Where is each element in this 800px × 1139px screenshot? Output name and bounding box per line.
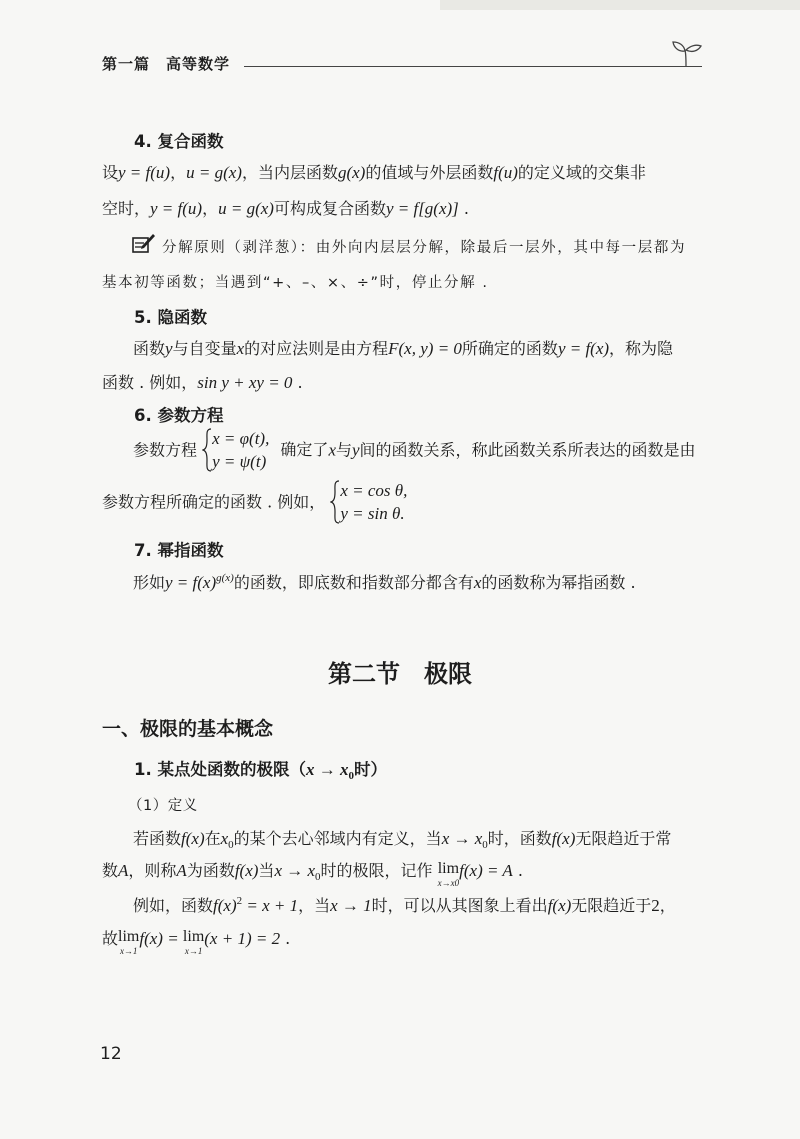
math: g(x) [337, 163, 366, 182]
para-parametric-line1 [133, 428, 696, 474]
math: (x + 1) = 2 [204, 929, 281, 948]
text: ，当 [298, 896, 331, 915]
text: 函数 . 例如， [102, 373, 198, 392]
math: y = f(u) [150, 199, 203, 218]
math: A [176, 861, 187, 880]
left-brace [202, 428, 212, 472]
heading-power-exponential: 7. 幂指函数 [134, 541, 224, 560]
math: u = g(x) [186, 163, 242, 182]
lim-text: lim [182, 928, 205, 945]
text: 可构成复合函数 [273, 199, 386, 218]
text: 时） [354, 760, 387, 779]
math-subscript: 0 [482, 839, 488, 851]
text: 在 [204, 829, 221, 848]
math: x = cos θ, [340, 481, 408, 500]
para-definition-line2 [102, 858, 523, 888]
tip-line1: 分解原则（剥洋葱）：由外向内层层分解，除最后一层外，其中每一层都为 [162, 240, 687, 256]
para-power-exponential [133, 570, 636, 593]
text: 若函数 [133, 829, 182, 848]
math: x → x [441, 829, 483, 848]
header-text: 第一篇 高等数学 [102, 54, 231, 73]
math-subscript: 0 [315, 871, 321, 883]
text: 例如，函数 [133, 896, 214, 915]
heading-limit-at-point [134, 756, 387, 782]
text: 的函数称为幂指函数 . [481, 573, 636, 592]
lim-text: lim [118, 928, 140, 945]
section-title: 第二节 极限 [328, 660, 472, 688]
left-brace [330, 480, 340, 524]
equation-system [330, 480, 407, 526]
equation-system [202, 428, 269, 474]
text: 形如 [133, 573, 166, 592]
text: 时，可以从其图象上看出 [371, 896, 548, 915]
text: 函数 [133, 339, 166, 358]
text: 为函数 [186, 861, 235, 880]
heading-composite-function: 4. 复合函数 [134, 132, 224, 151]
text: 时，函数 [487, 829, 552, 848]
heading-parametric-equation: 6. 参数方程 [134, 406, 224, 425]
math: f(x) [551, 829, 576, 848]
math: y = f(x) [557, 339, 610, 358]
heading-limit-concepts: 一、极限的基本概念 [102, 718, 274, 740]
para-example-line1 [133, 893, 676, 916]
text: ，当内层函数 [241, 163, 338, 182]
math: u = g(x) [218, 199, 274, 218]
text: 参数方程 [133, 440, 198, 460]
lim-subscript: x→x0 [437, 878, 460, 888]
limit-operator [438, 861, 460, 888]
math: y = sin θ. [340, 503, 405, 523]
text: . [512, 861, 523, 880]
text: 的某个去心邻域内有定义，当 [233, 829, 442, 848]
math: = x + 1 [242, 896, 299, 915]
text: 的值域与外层函数 [365, 163, 494, 182]
math: y [352, 440, 360, 460]
text: . [292, 373, 303, 392]
text: 所确定的函数 [461, 339, 558, 358]
math: y [165, 339, 173, 358]
text: ，则称 [128, 861, 177, 880]
math: x [328, 440, 336, 460]
math: f(x) [181, 829, 205, 848]
text: ， [170, 163, 187, 182]
math-superscript: g(x) [216, 572, 234, 584]
text: 的函数，即底数和指数部分都含有 [233, 573, 474, 592]
math: f(u) [493, 163, 518, 182]
scan-edge [440, 0, 800, 10]
para-composite-line1 [102, 160, 646, 183]
text: ， [202, 199, 219, 218]
math: y = f(x) [165, 573, 217, 592]
math: sin y + xy = 0 [197, 373, 293, 392]
text: 数 [102, 861, 119, 880]
tip-line2: 基本初等函数；当遇到“+、–、×、÷”时，停止分解 . [102, 275, 489, 291]
lim-text: lim [437, 860, 460, 877]
math: x → x [274, 861, 316, 880]
limit-operator [118, 929, 139, 956]
text: 故 [102, 929, 119, 948]
text: 的对应法则是由方程 [244, 339, 389, 358]
math-subscript: 0 [228, 839, 234, 851]
text: . [280, 929, 291, 948]
math: F(x, y) = 0 [388, 339, 462, 358]
math: x → 1 [330, 896, 372, 915]
math-subscript: 0 [348, 770, 354, 782]
math: f(x) = A [459, 861, 513, 880]
math: y = ψ(t) [212, 451, 267, 471]
text: 时的极限，记作 [320, 861, 433, 880]
text: 与 [335, 440, 352, 460]
definition-label: （1）定义 [128, 798, 198, 814]
math: x [220, 829, 229, 848]
lim-subscript: x→1 [119, 946, 138, 956]
math: A [118, 861, 129, 880]
math: x = φ(t), [212, 429, 270, 448]
text: 无限趋近于 [571, 896, 652, 915]
limit-operator [183, 929, 204, 956]
text: 设 [102, 163, 119, 182]
para-definition-line1 [133, 826, 671, 851]
math: f(x) [234, 861, 259, 880]
math-superscript: 2 [236, 895, 243, 907]
text: 确定了 [280, 440, 329, 460]
math: f(x) = [139, 929, 183, 948]
running-header [102, 50, 702, 76]
text: ， [659, 896, 676, 915]
para-parametric-line2 [102, 480, 407, 526]
math: x → x [306, 760, 349, 779]
page-number: 12 [100, 1044, 122, 1064]
lim-subscript: x→1 [184, 946, 203, 956]
math: f(x) [213, 896, 237, 915]
text: 的定义域的交集非 [517, 163, 646, 182]
text: 1. 某点处函数的极限（ [134, 760, 306, 779]
math: y = f[g(x)] [385, 199, 459, 218]
math: f(x) [547, 896, 572, 915]
math: x [473, 573, 482, 592]
heading-implicit-function: 5. 隐函数 [134, 308, 207, 327]
header-rule [244, 66, 702, 67]
text: ，称为隐 [609, 339, 674, 358]
text: . [458, 199, 469, 218]
math: y = f(u) [118, 163, 171, 182]
para-implicit-line1 [133, 336, 673, 359]
text: 间的函数关系，称此函数关系所表达的函数是由 [359, 440, 696, 460]
math: 2 [651, 896, 660, 915]
text: 当 [258, 861, 275, 880]
text: 无限趋近于常 [575, 829, 672, 848]
para-implicit-line2 [102, 370, 303, 393]
text: 空时， [102, 199, 151, 218]
para-example-line2 [102, 926, 290, 956]
note-pencil-icon [132, 232, 156, 254]
math: x [236, 339, 245, 358]
para-composite-line2 [102, 196, 469, 219]
text: 与自变量 [172, 339, 237, 358]
sprout-icon [668, 38, 704, 68]
text: 参数方程所确定的函数 . 例如， [102, 492, 326, 512]
